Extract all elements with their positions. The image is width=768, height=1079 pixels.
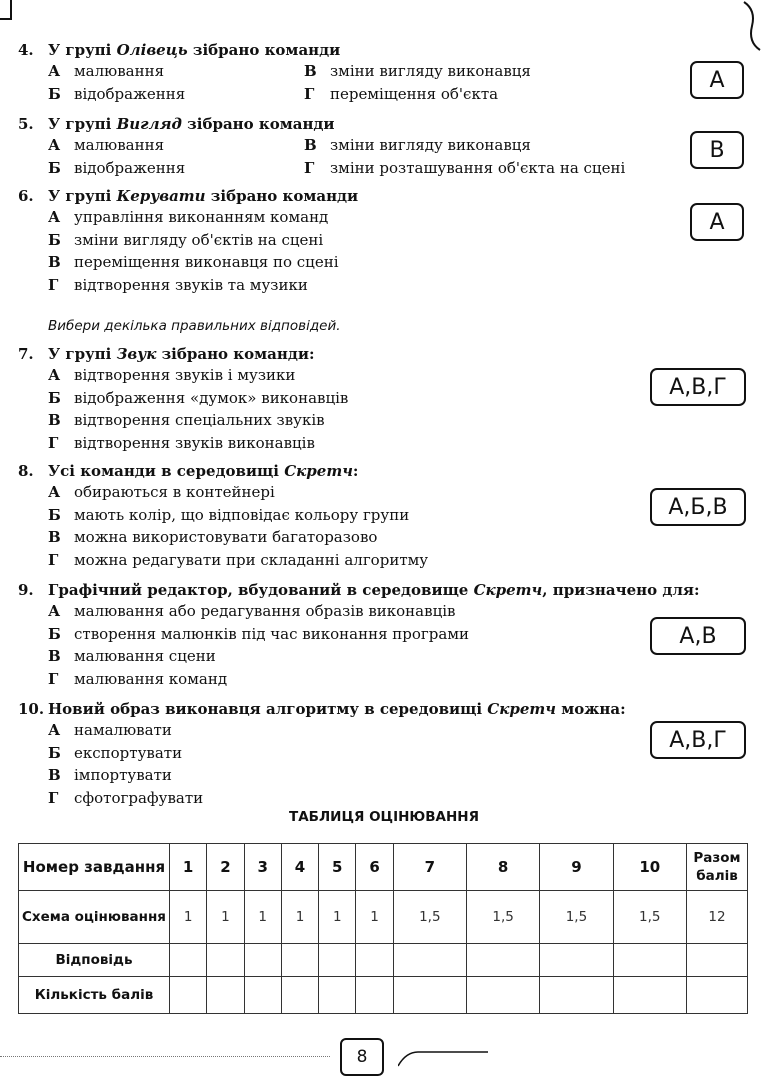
points-cell[interactable] (281, 977, 318, 1014)
answer-cell[interactable] (356, 944, 393, 977)
option-b: Б створення малюнків під час виконання програми (48, 624, 470, 643)
option-b: Б відображення «думок» виконавців (48, 388, 349, 407)
answer-box-5[interactable]: В (690, 131, 744, 169)
option-v: В зміни вигляду виконавця (304, 62, 531, 80)
task-number-cell: 6 (356, 844, 393, 891)
answer-cell[interactable] (319, 944, 356, 977)
points-cell[interactable] (540, 977, 613, 1014)
score-cell: 1 (244, 891, 281, 944)
question-heading: 4. У групі Олівець зібрано команди (18, 41, 341, 59)
points-cell[interactable] (613, 977, 686, 1014)
points-cell[interactable] (207, 977, 244, 1014)
group-name: Керувати (116, 187, 206, 205)
question-5 (18, 114, 758, 179)
points-cell[interactable] (170, 977, 207, 1014)
question-heading: 5. У групі Вигляд зібрано команди (18, 115, 335, 133)
score-cell: 1 (170, 891, 207, 944)
option-b: Б відображення Г зміни розташування об'єкта на сцені (48, 157, 758, 180)
answer-box-7[interactable]: А,В,Г (650, 368, 746, 406)
answer-cell[interactable] (281, 944, 318, 977)
question-4 (18, 40, 758, 105)
question-9 (18, 580, 758, 690)
table-row (19, 977, 748, 1014)
score-cell: 1,5 (466, 891, 539, 944)
grading-table (18, 843, 748, 1014)
question-heading: 8. Усі команди в середовищі Скретч: (18, 462, 359, 480)
answer-cell[interactable] (466, 944, 539, 977)
option-a: А управління виконанням команд (48, 208, 329, 226)
option-v: В можна використовувати багаторазово (48, 528, 378, 546)
task-number-cell: 10 (613, 844, 686, 891)
option-a: А малювання В зміни вигляду виконавця (48, 134, 758, 157)
question-7 (18, 344, 758, 454)
option-a: А відтворення звуків і музики (48, 366, 296, 384)
task-number-cell: 9 (540, 844, 613, 891)
points-cell[interactable] (356, 977, 393, 1014)
option-v: В переміщення виконавця по сцені (48, 253, 339, 271)
answer-cell[interactable] (393, 944, 466, 977)
option-a: А малювання В зміни вигляду виконавця (48, 60, 758, 83)
row-label: Схема оцінювання (19, 891, 170, 944)
question-8 (18, 461, 758, 571)
option-a: А малювання або редагування образів виконавців (48, 602, 456, 620)
answer-total-cell[interactable] (687, 944, 748, 977)
question-heading: 9. Графічний редактор, вбудований в середовище Скретч, призначено для: (18, 581, 700, 599)
task-number-cell: 1 (170, 844, 207, 891)
option-b: Б мають колір, що відповідає кольору групи (48, 505, 410, 524)
task-number-cell: 4 (281, 844, 318, 891)
task-number-cell: 5 (319, 844, 356, 891)
points-cell[interactable] (466, 977, 539, 1014)
answer-cell[interactable] (207, 944, 244, 977)
answer-box-10[interactable]: А,В,Г (650, 721, 746, 759)
group-name: Звук (116, 345, 157, 363)
group-name: Олівець (116, 41, 188, 59)
option-g: Г зміни розташування об'єкта на сцені (304, 158, 626, 177)
option-g: Г переміщення об'єкта (304, 84, 499, 103)
score-cell: 1 (281, 891, 318, 944)
total-cell: 12 (687, 891, 748, 944)
corner-mark (0, 0, 12, 20)
question-heading: 10. Новий образ виконавця алгоритму в середовищі Скретч можна: (18, 700, 626, 718)
answer-box-6[interactable]: А (690, 203, 744, 241)
row-label: Відповідь (19, 944, 170, 977)
header-label: Номер завдання (19, 844, 170, 891)
answer-box-4[interactable]: А (690, 61, 744, 99)
score-cell: 1,5 (393, 891, 466, 944)
option-a: А намалювати (48, 721, 172, 739)
question-number: 6. (18, 187, 34, 205)
table-title: ТАБЛИЦЯ ОЦІНЮВАННЯ (289, 809, 479, 825)
question-number: 4. (18, 41, 34, 59)
task-number-cell: 3 (244, 844, 281, 891)
task-number-cell: 2 (207, 844, 244, 891)
total-label: Разом балів (687, 844, 748, 891)
option-b: Б відображення Г переміщення об'єкта (48, 83, 758, 106)
score-cell: 1 (319, 891, 356, 944)
table-row (19, 944, 748, 977)
option-v: В імпортувати (48, 766, 172, 784)
group-name: Вигляд (116, 115, 182, 133)
question-6 (18, 186, 758, 296)
option-v: В малювання сцени (48, 647, 216, 665)
score-cell: 1,5 (613, 891, 686, 944)
table-row (19, 891, 748, 944)
group-name: Скретч (487, 700, 557, 718)
answer-box-8[interactable]: А,Б,В (650, 488, 746, 526)
group-name: Скретч (284, 462, 353, 480)
task-number-cell: 7 (393, 844, 466, 891)
footer-decoration (398, 1048, 488, 1068)
answer-cell[interactable] (170, 944, 207, 977)
option-b: Б експортувати (48, 743, 183, 762)
footer-dotted-line (0, 1056, 330, 1057)
page-number: 8 (340, 1038, 384, 1076)
option-v: В відтворення спеціальних звуків (48, 411, 325, 429)
question-heading: 6. У групі Керувати зібрано команди (18, 187, 359, 205)
task-number-cell: 8 (466, 844, 539, 891)
points-cell[interactable] (393, 977, 466, 1014)
option-g: Г можна редагувати при складанні алгоритму (48, 550, 429, 569)
option-g: Г відтворення звуків та музики (48, 275, 308, 294)
score-cell: 1 (207, 891, 244, 944)
question-number: 9. (18, 581, 34, 599)
table-header-row (19, 844, 748, 891)
row-label: Кількість балів (19, 977, 170, 1014)
option-g: Г відтворення звуків виконавців (48, 433, 315, 452)
group-name: Скретч (473, 581, 543, 599)
points-cell[interactable] (244, 977, 281, 1014)
option-g: Г малювання команд (48, 669, 228, 688)
question-10 (18, 699, 758, 809)
question-heading: 7. У групі Звук зібрано команди: (18, 345, 315, 363)
instruction-text: Вибери декілька правильних відповідей. (48, 318, 341, 334)
points-total-cell[interactable] (687, 977, 748, 1014)
question-number: 10. (18, 700, 45, 718)
score-cell: 1,5 (540, 891, 613, 944)
option-b: Б зміни вигляду об'єктів на сцені (48, 230, 324, 249)
option-g: Г сфотографувати (48, 788, 204, 807)
answer-cell[interactable] (613, 944, 686, 977)
answer-box-9[interactable]: А,В (650, 617, 746, 655)
question-number: 5. (18, 115, 34, 133)
answer-cell[interactable] (540, 944, 613, 977)
points-cell[interactable] (319, 977, 356, 1014)
option-a: А обираються в контейнері (48, 483, 275, 501)
answer-cell[interactable] (244, 944, 281, 977)
question-number: 7. (18, 345, 34, 363)
option-v: В зміни вигляду виконавця (304, 136, 531, 154)
score-cell: 1 (356, 891, 393, 944)
question-number: 8. (18, 462, 34, 480)
